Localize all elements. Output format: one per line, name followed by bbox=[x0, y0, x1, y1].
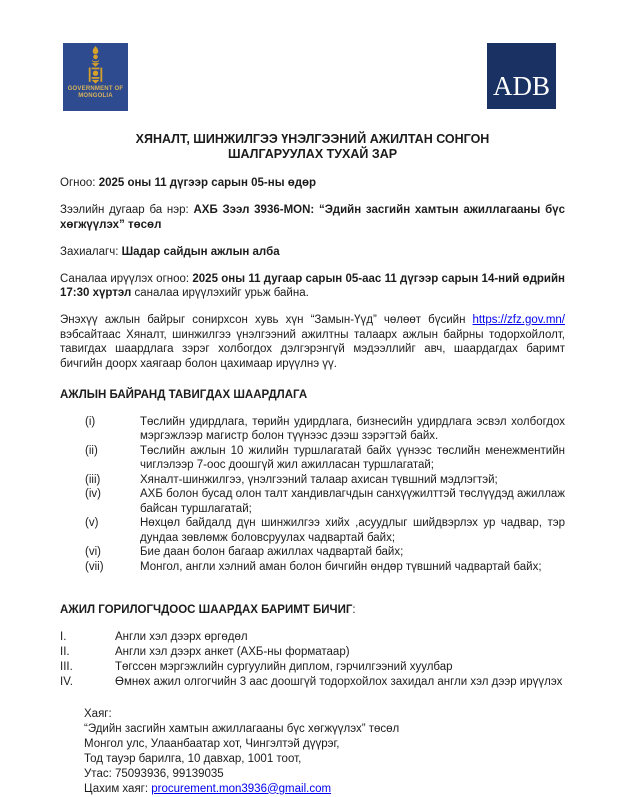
address-line: “Эдийн засгийн хамтын ажиллагааны бүс хөгжүүлэх” төсөл bbox=[84, 722, 400, 735]
list-marker: (iii) bbox=[85, 473, 101, 486]
requirements-list bbox=[85, 415, 565, 575]
documents-heading-colon: : bbox=[352, 604, 356, 616]
page-title-line2: ШАЛГАРУУЛАХ ТУХАЙ ЗАР bbox=[227, 147, 398, 161]
document-body bbox=[60, 176, 565, 797]
list-marker: IV. bbox=[60, 675, 74, 688]
zfz-website-link[interactable]: https://zfz.gov.mn/ bbox=[472, 314, 565, 326]
list-item bbox=[85, 473, 565, 488]
list-marker: (ii) bbox=[85, 444, 98, 457]
date-value: 2025 оны 11 дүгээр сарын 05-ны өдөр bbox=[98, 177, 317, 189]
deadline-line bbox=[60, 272, 565, 301]
intro-text-after: вэбсайтаас Хяналт, шинжилгээ үнэлгээний ажилтны талаарх ажлын байрны тодорхойлолт, тавигдах шаардлага зэрэг холбогдох дэлгэрэнгүй мэдээллийг авч, шаардагдах баримт бичгийн доорх хаягаар болон цахимаар ирүүлнэ үү. bbox=[60, 328, 565, 370]
list-text: Төслийн удирдлага, төрийн удирдлага, бизнесийн удирдлага эсвэл холбогдох мэргэжлээр магистр болон түүнээс дээш зэрэгтэй байх. bbox=[140, 415, 565, 442]
list-item bbox=[60, 660, 565, 675]
list-text: Бие даан болон багаар ажиллах чадвартай байх; bbox=[140, 546, 404, 558]
email-link[interactable]: procurement.mon3936@gmail.com bbox=[151, 782, 332, 795]
list-item bbox=[85, 516, 565, 545]
list-text: Төслийн ажлын 10 жилийн туршлагатай байх үүнээс төслийн менежментийн чиглэлээр 7-оос доошгүй жил ажилласан туршлагатай; bbox=[140, 444, 565, 471]
list-text: Өмнөх ажил олгогчийн 3 аас доошгүй тодорхойлох захидал англи хэл дээр ирүүлэх bbox=[115, 675, 563, 688]
list-text: Монгол, англи хэлний аман болон бичгийн өндөр түвшний чадвартай байх; bbox=[140, 560, 542, 573]
client-label: Захиалагч: bbox=[60, 245, 122, 258]
intro-paragraph bbox=[60, 313, 565, 371]
date-line bbox=[60, 176, 565, 191]
page-title-line1: ХЯНАЛТ, ШИНЖИЛГЭЭ ҮНЭЛГЭЭНИЙ АЖИЛТАН СОНГОН bbox=[135, 132, 490, 146]
deadline-value: 2025 оны 11 дугаар сарын 05-аас 11 дүгээр сарын 14-ний өдрийн 17:30 хүртэл bbox=[60, 272, 565, 299]
requirements-heading: АЖЛЫН БАЙРАНД ТАВИГДАХ ШААРДЛАГА bbox=[60, 389, 308, 401]
client-value: Шадар сайдын ажлын алба bbox=[121, 245, 280, 258]
list-text: Төгссөн мэргэжлийн сургуулийн диплом, гэрчилгээний хуулбар bbox=[115, 660, 453, 673]
adb-logo bbox=[487, 43, 556, 109]
list-marker: I. bbox=[60, 630, 67, 643]
email-line bbox=[84, 782, 565, 797]
list-text: Хяналт-шинжилгээ, үнэлгээний талаар ахисан түвшний мэдлэгтэй; bbox=[140, 473, 498, 486]
list-item bbox=[60, 645, 565, 660]
list-item bbox=[85, 545, 565, 560]
list-item bbox=[85, 444, 565, 473]
loan-value: АХБ Зээл 3936-MON: “Эдийн засгийн хамтын ажиллагааны бүс хөгжүүлэх” төсөл bbox=[60, 204, 565, 231]
list-item bbox=[60, 630, 565, 645]
address-block bbox=[84, 707, 565, 797]
gov-logo-label: GOVERNMENT OF MONGOLIA bbox=[67, 86, 124, 99]
government-of-mongolia-logo bbox=[63, 43, 128, 111]
list-marker: II. bbox=[60, 645, 70, 658]
documents-list bbox=[60, 630, 565, 690]
list-text: Англи хэл дээрх өргөдөл bbox=[115, 630, 248, 643]
phone-line: Утас: 75093936, 99139035 bbox=[84, 767, 224, 780]
list-item bbox=[85, 415, 565, 444]
list-marker: (iv) bbox=[85, 488, 101, 500]
list-text: Нөхцөл байдалд дүн шинжилгээ хийх ,асуудлыг шийдвэрлэх ур чадвар, тэр дундаа зөвлөмж боловсруулах чадвартай байх; bbox=[140, 517, 565, 544]
list-text: Англи хэл дээрх анкет (АХБ-ны форматаар) bbox=[115, 645, 350, 658]
adb-logo-text: ADB bbox=[492, 71, 550, 101]
header-logos bbox=[60, 43, 565, 111]
deadline-suffix: саналаа ирүүлэхийг урьж байна. bbox=[131, 287, 309, 299]
list-marker: (vii) bbox=[85, 560, 104, 573]
email-label: Цахим хаяг: bbox=[84, 782, 152, 795]
list-marker: (vi) bbox=[85, 546, 101, 558]
page-title bbox=[60, 132, 565, 162]
address-line: Монгол улс, Улаанбаатар хот, Чингэлтэй дүүрэг, bbox=[84, 737, 340, 750]
list-marker: (i) bbox=[85, 415, 96, 428]
list-item bbox=[85, 487, 565, 516]
soyombo-icon bbox=[85, 46, 106, 84]
deadline-label: Саналаа ирүүлэх огноо: bbox=[60, 272, 193, 285]
list-item bbox=[60, 675, 565, 690]
loan-label: Зээлийн дугаар ба нэр: bbox=[60, 204, 194, 216]
documents-heading bbox=[60, 603, 565, 618]
documents-heading-text: АЖИЛ ГОРИЛОГЧДООС ШААРДАХ БАРИМТ БИЧИГ bbox=[60, 604, 353, 616]
list-text: АХБ болон бусад олон талт хандивлагчдын санхүүжилттэй төслүүдэд ажиллаж байсан туршлагатай; bbox=[140, 488, 565, 515]
address-line: Тод тауэр барилга, 10 давхар, 1001 тоот, bbox=[84, 752, 302, 765]
address-label: Хаяг: bbox=[84, 707, 112, 720]
loan-line bbox=[60, 203, 565, 232]
list-item bbox=[85, 560, 565, 575]
list-marker: (v) bbox=[85, 517, 99, 529]
date-label: Огноо: bbox=[60, 177, 99, 189]
client-line bbox=[60, 245, 565, 260]
list-marker: III. bbox=[60, 660, 73, 673]
intro-text-before: Энэхүү ажлын байрыг сонирхсон хувь хүн “Замын-Үүд” чөлөөт бүсийн bbox=[60, 314, 473, 326]
